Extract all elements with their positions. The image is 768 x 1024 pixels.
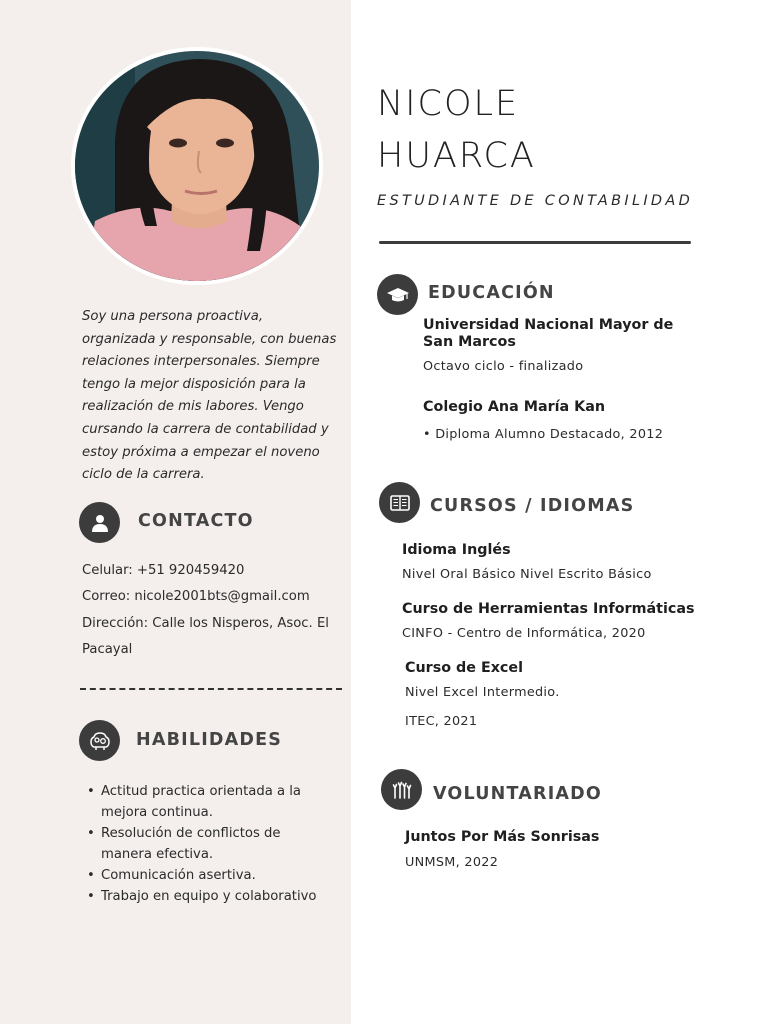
skill-line: • Resolución de conflictos de	[101, 826, 281, 841]
last-name: HUARCA	[377, 136, 536, 176]
volunteering-heading: VOLUNTARIADO	[433, 784, 602, 804]
about-line: tengo la mejor disposición para la	[82, 376, 306, 392]
education-heading: EDUCACIÓN	[428, 283, 555, 303]
education-title-line: Universidad Nacional Mayor de	[423, 317, 674, 333]
contact-address-cont: Pacayal	[82, 642, 133, 657]
about-line: organizada y responsable, con buenas	[82, 331, 337, 347]
brain-gears-icon	[79, 720, 120, 761]
about-line: ciclo de la carrera.	[82, 467, 205, 483]
list-item	[101, 781, 341, 823]
profile-photo	[71, 47, 323, 285]
course-title: Curso de Herramientas Informáticas	[402, 601, 695, 617]
about-line: relaciones interpersonales. Siempre	[82, 354, 320, 370]
course-detail: CINFO - Centro de Informática, 2020	[402, 626, 646, 641]
first-name: NICOLE	[377, 84, 520, 124]
about-line: Soy una persona proactiva,	[82, 309, 264, 324]
courses-heading: CURSOS / IDIOMAS	[430, 496, 635, 516]
person-icon	[79, 502, 120, 543]
about-line: realización de mis labores. Vengo	[82, 399, 304, 415]
list-item	[101, 823, 341, 865]
raised-hands-icon	[381, 769, 422, 810]
skill-line: • Comunicación asertiva.	[101, 868, 256, 883]
name-heading	[377, 78, 536, 182]
skills-heading: HABILIDADES	[136, 730, 283, 750]
course-title: Curso de Excel	[405, 660, 523, 676]
contact-heading: CONTACTO	[138, 511, 254, 531]
volunteering-detail: UNMSM, 2022	[405, 855, 499, 870]
education-title-line: San Marcos	[423, 334, 516, 350]
about-line: cursando la carrera de contabilidad y	[82, 421, 329, 437]
contact-phone: Celular: +51 920459420	[82, 563, 245, 578]
volunteering-title: Juntos Por Más Sonrisas	[405, 829, 600, 845]
contact-email: Correo: nicole2001bts@gmail.com	[82, 589, 310, 604]
skill-line: • Actitud practica orientada a la	[101, 784, 301, 799]
education-entry-detail: Octavo ciclo - finalizado	[423, 359, 584, 374]
skill-line: • Trabajo en equipo y colaborativo	[101, 889, 317, 904]
about-paragraph	[82, 306, 347, 487]
course-detail: Nivel Oral Básico Nivel Escrito Básico	[402, 567, 652, 582]
about-line: estoy próxima a empezar el noveno	[82, 444, 320, 460]
education-entry-title: Colegio Ana María Kan	[423, 399, 606, 415]
book-icon	[379, 482, 420, 523]
list-item	[101, 865, 341, 886]
course-detail: Nivel Excel Intermedio.	[405, 685, 560, 700]
skill-line: manera efectiva.	[101, 847, 214, 862]
course-title: Idioma Inglés	[402, 542, 511, 558]
skills-list	[101, 781, 341, 907]
education-entry-detail: • Diploma Alumno Destacado, 2012	[423, 427, 664, 442]
portrait-image	[75, 51, 319, 281]
divider	[80, 688, 342, 690]
list-item	[101, 886, 341, 907]
contact-address: Dirección: Calle los Nisperos, Asoc. El	[82, 616, 329, 631]
graduation-cap-icon	[377, 274, 418, 315]
header-rule	[379, 241, 691, 244]
left-panel	[0, 0, 351, 1024]
role-subtitle: ESTUDIANTE DE CONTABILIDAD	[377, 193, 694, 209]
skill-line: mejora continua.	[101, 805, 213, 820]
course-detail: ITEC, 2021	[405, 714, 478, 729]
education-entry-title	[423, 317, 673, 351]
